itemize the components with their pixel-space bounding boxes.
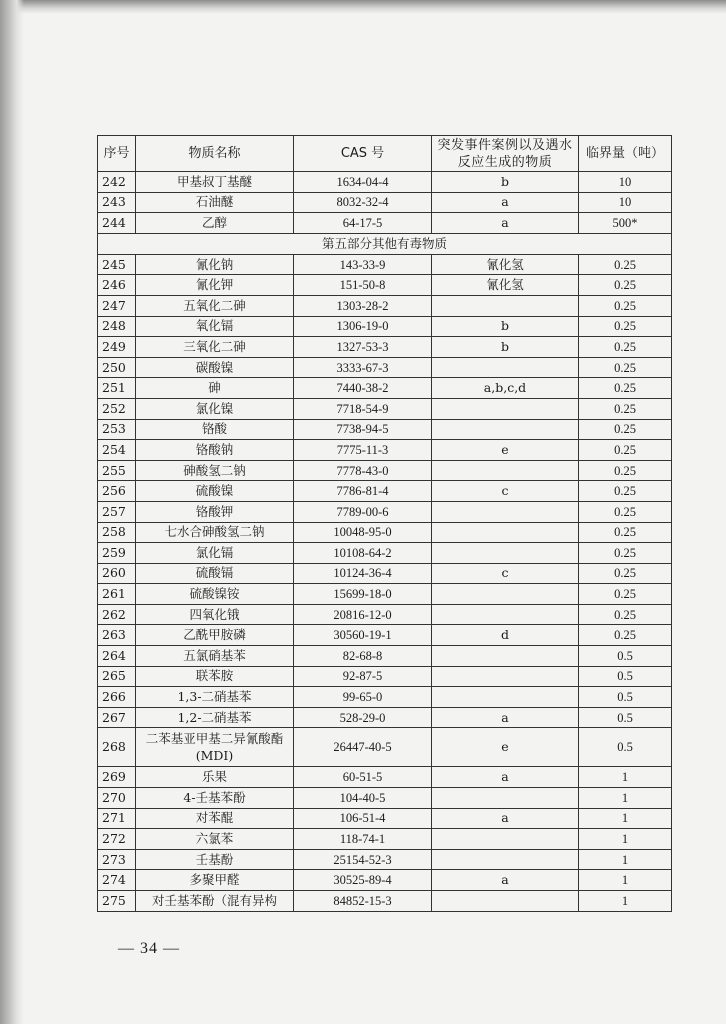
cell-cas-number: 10124-36-4: [294, 563, 432, 584]
cell-substance-name: 铬酸钾: [136, 501, 294, 522]
header-substance-name: 物质名称: [136, 136, 294, 172]
cell-cas-number: 92-87-5: [294, 666, 432, 687]
cell-serial: 251: [98, 378, 136, 399]
cell-substance-name: 4-壬基苯酚: [136, 788, 294, 809]
cell-cas-number: 118-74-1: [294, 829, 432, 850]
table-row: [98, 295, 672, 316]
cell-threshold: 0.25: [579, 584, 672, 605]
cell-serial: 267: [98, 707, 136, 728]
cell-incident-products: [432, 398, 579, 419]
cell-cas-number: 104-40-5: [294, 788, 432, 809]
cell-serial: 260: [98, 563, 136, 584]
cell-cas-number: 15699-18-0: [294, 584, 432, 605]
cell-substance-name: 氰化钠: [136, 254, 294, 275]
cell-threshold: 0.25: [579, 419, 672, 440]
table-row: [98, 891, 672, 912]
cell-substance-name: 甲基叔丁基醚: [136, 172, 294, 193]
cell-serial: 245: [98, 254, 136, 275]
cell-cas-number: 1303-28-2: [294, 295, 432, 316]
cell-incident-products: b: [432, 337, 579, 358]
cell-cas-number: 528-29-0: [294, 707, 432, 728]
cell-serial: 247: [98, 295, 136, 316]
table-row: [98, 563, 672, 584]
cell-serial: 274: [98, 870, 136, 891]
table-row: [98, 275, 672, 296]
table-row: [98, 687, 672, 708]
cell-cas-number: 1634-04-4: [294, 172, 432, 193]
cell-substance-name: 铬酸钠: [136, 440, 294, 461]
cell-serial: 268: [98, 728, 136, 767]
table-row: [98, 666, 672, 687]
table-row: [98, 357, 672, 378]
cell-serial: 261: [98, 584, 136, 605]
cell-substance-name: 砷酸氢二钠: [136, 460, 294, 481]
cell-substance-name: 氯化镍: [136, 398, 294, 419]
cell-cas-number: 7718-54-9: [294, 398, 432, 419]
cell-incident-products: a,b,c,d: [432, 378, 579, 399]
cell-substance-name: 对苯醌: [136, 808, 294, 829]
cell-cas-number: 99-65-0: [294, 687, 432, 708]
cell-cas-number: 60-51-5: [294, 767, 432, 788]
cell-threshold: 1: [579, 788, 672, 809]
cell-cas-number: 143-33-9: [294, 254, 432, 275]
cell-cas-number: 20816-12-0: [294, 604, 432, 625]
cell-threshold: 0.5: [579, 728, 672, 767]
cell-cas-number: 64-17-5: [294, 213, 432, 234]
cell-substance-name: 砷: [136, 378, 294, 399]
cell-threshold: 1: [579, 767, 672, 788]
table-row: [98, 646, 672, 667]
cell-cas-number: 10048-95-0: [294, 522, 432, 543]
substance-table: [97, 135, 672, 912]
cell-substance-name: 硫酸镍: [136, 481, 294, 502]
table-row: [98, 522, 672, 543]
cell-serial: 275: [98, 891, 136, 912]
cell-substance-name: 氧化镉: [136, 316, 294, 337]
cell-threshold: 10: [579, 192, 672, 213]
table-row: [98, 440, 672, 461]
cell-threshold: 0.25: [579, 522, 672, 543]
cell-cas-number: 151-50-8: [294, 275, 432, 296]
cell-incident-products: b: [432, 316, 579, 337]
cell-incident-products: 氰化氢: [432, 275, 579, 296]
table-row: [98, 192, 672, 213]
cell-incident-products: a: [432, 213, 579, 234]
table-row: [98, 767, 672, 788]
section-header-row: [98, 233, 672, 254]
cell-threshold: 0.25: [579, 440, 672, 461]
cell-serial: 256: [98, 481, 136, 502]
cell-serial: 271: [98, 808, 136, 829]
cell-substance-name: 乙醇: [136, 213, 294, 234]
table-row: [98, 625, 672, 646]
cell-cas-number: 84852-15-3: [294, 891, 432, 912]
cell-cas-number: 7775-11-3: [294, 440, 432, 461]
cell-serial: 250: [98, 357, 136, 378]
table-row: [98, 481, 672, 502]
cell-cas-number: 30525-89-4: [294, 870, 432, 891]
cell-threshold: 0.25: [579, 378, 672, 399]
cell-substance-name: 七水合砷酸氢二钠: [136, 522, 294, 543]
table-row: [98, 316, 672, 337]
cell-substance-name: 硫酸镍铵: [136, 584, 294, 605]
table-row: [98, 460, 672, 481]
header-serial: 序号: [98, 136, 136, 172]
cell-substance-name: 铬酸: [136, 419, 294, 440]
cell-threshold: 1: [579, 849, 672, 870]
cell-cas-number: 106-51-4: [294, 808, 432, 829]
cell-threshold: 0.25: [579, 460, 672, 481]
cell-substance-name: 五氧化二砷: [136, 295, 294, 316]
cell-serial: 248: [98, 316, 136, 337]
cell-incident-products: [432, 646, 579, 667]
table-row: [98, 398, 672, 419]
cell-substance-name: 碳酸镍: [136, 357, 294, 378]
cell-incident-products: a: [432, 870, 579, 891]
table-row: [98, 419, 672, 440]
cell-cas-number: 7778-43-0: [294, 460, 432, 481]
cell-threshold: 0.25: [579, 625, 672, 646]
cell-serial: 249: [98, 337, 136, 358]
cell-serial: 257: [98, 501, 136, 522]
cell-substance-name: 对壬基苯酚（混有异构: [136, 891, 294, 912]
cell-serial: 255: [98, 460, 136, 481]
cell-substance-name: 1,2-二硝基苯: [136, 707, 294, 728]
cell-threshold: 10: [579, 172, 672, 193]
cell-incident-products: [432, 666, 579, 687]
cell-serial: 262: [98, 604, 136, 625]
table-row: [98, 829, 672, 850]
cell-incident-products: a: [432, 707, 579, 728]
cell-incident-products: [432, 687, 579, 708]
cell-serial: 246: [98, 275, 136, 296]
cell-threshold: 0.25: [579, 501, 672, 522]
scan-top-edge: [0, 0, 726, 14]
cell-serial: 272: [98, 829, 136, 850]
substance-table-container: [97, 135, 671, 912]
table-row: [98, 584, 672, 605]
cell-threshold: 1: [579, 829, 672, 850]
table-row: [98, 213, 672, 234]
cell-threshold: 1: [579, 808, 672, 829]
cell-cas-number: 82-68-8: [294, 646, 432, 667]
table-row: [98, 870, 672, 891]
cell-serial: 265: [98, 666, 136, 687]
cell-substance-name: 石油醚: [136, 192, 294, 213]
cell-serial: 264: [98, 646, 136, 667]
cell-incident-products: a: [432, 192, 579, 213]
cell-substance-name: 六氯苯: [136, 829, 294, 850]
table-row: [98, 337, 672, 358]
cell-incident-products: b: [432, 172, 579, 193]
cell-substance-name: 多聚甲醛: [136, 870, 294, 891]
table-row: [98, 501, 672, 522]
cell-threshold: 0.25: [579, 275, 672, 296]
cell-cas-number: 8032-32-4: [294, 192, 432, 213]
cell-cas-number: 7440-38-2: [294, 378, 432, 399]
table-row: [98, 849, 672, 870]
header-incident-products: 突发事件案例以及遇水反应生成的物质: [432, 136, 579, 172]
cell-threshold: 0.5: [579, 707, 672, 728]
cell-incident-products: a: [432, 808, 579, 829]
cell-threshold: 0.25: [579, 543, 672, 564]
cell-cas-number: 7738-94-5: [294, 419, 432, 440]
cell-serial: 252: [98, 398, 136, 419]
cell-serial: 263: [98, 625, 136, 646]
table-row: [98, 788, 672, 809]
cell-incident-products: [432, 357, 579, 378]
cell-serial: 244: [98, 213, 136, 234]
table-header-row: [98, 136, 672, 172]
header-cas-number: CAS 号: [294, 136, 432, 172]
cell-substance-name: 氰化钾: [136, 275, 294, 296]
cell-cas-number: 7786-81-4: [294, 481, 432, 502]
cell-threshold: 0.25: [579, 337, 672, 358]
cell-incident-products: [432, 295, 579, 316]
table-row: [98, 254, 672, 275]
cell-incident-products: [432, 584, 579, 605]
table-row: [98, 808, 672, 829]
cell-serial: 253: [98, 419, 136, 440]
scan-binding-edge: [0, 0, 24, 1024]
cell-cas-number: 1327-53-3: [294, 337, 432, 358]
cell-threshold: 0.25: [579, 563, 672, 584]
cell-substance-name: 乙酰甲胺磷: [136, 625, 294, 646]
cell-serial: 270: [98, 788, 136, 809]
table-row: [98, 172, 672, 193]
cell-serial: 259: [98, 543, 136, 564]
cell-threshold: 0.25: [579, 481, 672, 502]
table-row: [98, 604, 672, 625]
cell-threshold: 0.25: [579, 295, 672, 316]
cell-cas-number: 30560-19-1: [294, 625, 432, 646]
cell-incident-products: e: [432, 440, 579, 461]
cell-cas-number: 7789-00-6: [294, 501, 432, 522]
cell-cas-number: 3333-67-3: [294, 357, 432, 378]
cell-substance-name: 氯化镉: [136, 543, 294, 564]
cell-incident-products: [432, 788, 579, 809]
cell-threshold: 0.25: [579, 398, 672, 419]
cell-serial: 243: [98, 192, 136, 213]
cell-threshold: 0.25: [579, 254, 672, 275]
table-row: [98, 543, 672, 564]
cell-incident-products: 氰化氢: [432, 254, 579, 275]
cell-incident-products: d: [432, 625, 579, 646]
header-threshold: 临界量（吨）: [579, 136, 672, 172]
cell-substance-name: 壬基酚: [136, 849, 294, 870]
cell-cas-number: 1306-19-0: [294, 316, 432, 337]
cell-cas-number: 10108-64-2: [294, 543, 432, 564]
cell-serial: 242: [98, 172, 136, 193]
table-body: [98, 172, 672, 912]
table-row: [98, 728, 672, 767]
page-number: — 34 —: [118, 940, 180, 957]
cell-incident-products: [432, 829, 579, 850]
cell-serial: 269: [98, 767, 136, 788]
table-row: [98, 707, 672, 728]
cell-cas-number: 25154-52-3: [294, 849, 432, 870]
cell-incident-products: [432, 419, 579, 440]
cell-serial: 254: [98, 440, 136, 461]
cell-incident-products: e: [432, 728, 579, 767]
cell-threshold: 1: [579, 870, 672, 891]
cell-threshold: 0.5: [579, 646, 672, 667]
cell-incident-products: [432, 501, 579, 522]
cell-substance-name: 乐果: [136, 767, 294, 788]
cell-incident-products: [432, 849, 579, 870]
cell-incident-products: [432, 891, 579, 912]
cell-serial: 258: [98, 522, 136, 543]
cell-threshold: 0.25: [579, 316, 672, 337]
cell-substance-name: 二苯基亚甲基二异氰酸酯(MDI): [136, 728, 294, 767]
cell-incident-products: [432, 460, 579, 481]
cell-incident-products: [432, 604, 579, 625]
cell-substance-name: 1,3-二硝基苯: [136, 687, 294, 708]
cell-incident-products: a: [432, 767, 579, 788]
cell-threshold: 1: [579, 891, 672, 912]
cell-threshold: 0.25: [579, 357, 672, 378]
cell-serial: 273: [98, 849, 136, 870]
cell-substance-name: 硫酸镉: [136, 563, 294, 584]
cell-threshold: 0.5: [579, 666, 672, 687]
cell-substance-name: 四氧化锇: [136, 604, 294, 625]
cell-substance-name: 联苯胺: [136, 666, 294, 687]
cell-incident-products: [432, 543, 579, 564]
cell-threshold: 500*: [579, 213, 672, 234]
cell-threshold: 0.5: [579, 687, 672, 708]
cell-serial: 266: [98, 687, 136, 708]
cell-substance-name: 三氧化二砷: [136, 337, 294, 358]
cell-threshold: 0.25: [579, 604, 672, 625]
cell-cas-number: 26447-40-5: [294, 728, 432, 767]
cell-incident-products: c: [432, 481, 579, 502]
section-title: 第五部分其他有毒物质: [98, 233, 672, 254]
cell-substance-name: 五氯硝基苯: [136, 646, 294, 667]
cell-incident-products: [432, 522, 579, 543]
cell-incident-products: c: [432, 563, 579, 584]
table-row: [98, 378, 672, 399]
